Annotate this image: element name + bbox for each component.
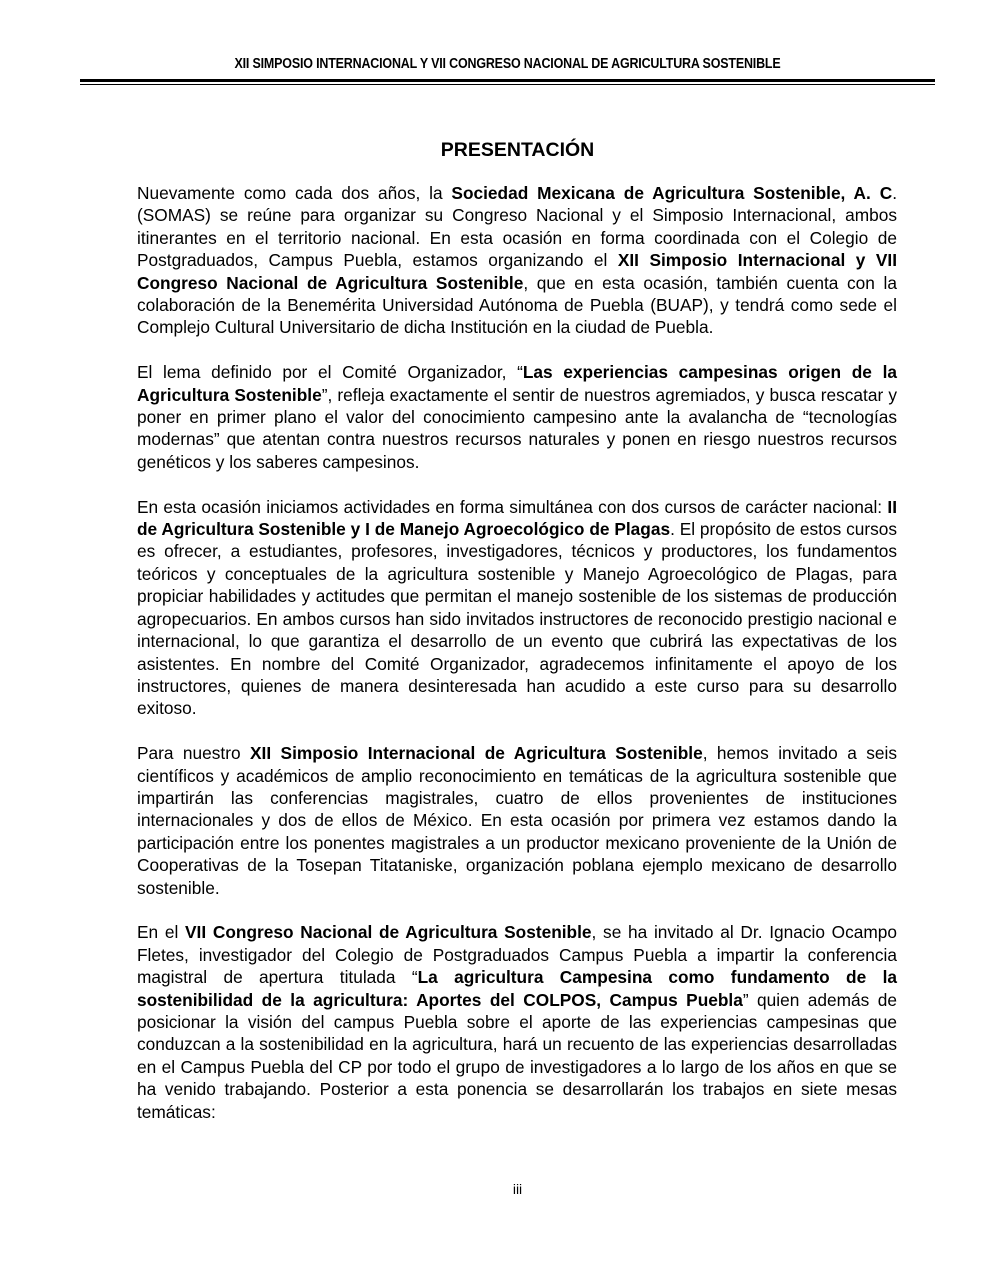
header-rule-thin bbox=[80, 84, 935, 85]
p1-bold-event: XII Simposio Internacional y VII Congreso Nacional de Agricultura Sostenible bbox=[137, 250, 897, 293]
paragraph-5 bbox=[137, 921, 897, 1123]
p1-text-e: , que en esta ocasión, también cuenta con la colaboración de la Benemérita Universidad Autónoma de Puebla (BUAP), y tendrá como sede el Complejo Cultural Universitario de dicha Institución en la ciudad de Puebla. bbox=[137, 272, 897, 338]
p1-text-c: . (SOMAS) se reúne para organizar su Congreso Nacional y el Simposio Internacional, ambos itinerantes en el territorio nacional. En esta ocasión en forma coordinada con el Colegio de Postgraduados, Campus Puebla, estamos organizando el bbox=[137, 183, 897, 271]
paragraph-4 bbox=[137, 742, 897, 899]
paragraph-3 bbox=[137, 496, 897, 720]
page-number: iii bbox=[512, 1181, 523, 1197]
p2-bold-motto: Las experiencias campesinas origen de la Agricultura Sostenible bbox=[137, 362, 897, 405]
document-body bbox=[137, 182, 897, 1145]
p1-bold-somas: Sociedad Mexicana de Agricultura Sostenible, A. C bbox=[451, 183, 893, 203]
p1-text-a: Nuevamente como cada dos años, la bbox=[137, 183, 452, 203]
p2-text-a: El lema definido por el Comité Organizador, “ bbox=[137, 362, 523, 383]
p3-text-c: . El propósito de estos cursos es ofrecer, a estudiantes, profesores, investigadores, técnicos y productores, los fundamentos teóricos y conceptuales de la agricultura sostenible y Manejo Agroecológico de Plagas, para propiciar habilidades y actitudes que permitan el manejo sostenible de los sistemas de producción agropecuarios. En ambos cursos han sido invitados instructores de reconocido prestigio nacional e internacional, lo que garantiza el desarrollo de un evento que cubrirá las expectativas de los asistentes. En nombre del Comité Organizador, agradecemos infinitamente el apoyo de los instructores, quienes de manera desinteresada han acudido a este curso para su desarrollo exitoso. bbox=[137, 519, 897, 719]
paragraph-2 bbox=[137, 361, 897, 473]
running-header: XII SIMPOSIO INTERNACIONAL Y VII CONGRESO NACIONAL DE AGRICULTURA SOSTENIBLE bbox=[234, 56, 781, 72]
p4-bold-symposium: XII Simposio Internacional de Agricultura Sostenible bbox=[250, 743, 703, 764]
header-rule-thick bbox=[80, 79, 935, 82]
p3-bold-courses: II de Agricultura Sostenible y I de Manejo Agroecológico de Plagas bbox=[137, 496, 897, 540]
p4-text-a: Para nuestro bbox=[137, 743, 250, 764]
section-title: PRESENTACIÓN bbox=[440, 139, 595, 161]
p5-bold-conference-title: La agricultura Campesina como fundamento de la sostenibilidad de la agricultura: Aportes del COLPOS, Campus Puebla bbox=[137, 967, 897, 1010]
p5-text-c: , se ha invitado al Dr. Ignacio Ocampo Fletes, investigador del Colegio de Postgraduados Campus Puebla a impartir la conferencia magistral de apertura titulada “ bbox=[137, 922, 897, 988]
p5-text-a: En el bbox=[137, 922, 186, 943]
p5-text-e: ” quien además de posicionar la visión del campus Puebla sobre el aporte de las experiencias campesinas que conduzcan a la sostenibilidad en la agricultura, hará un recuento de las experiencias desarrolladas en el Campus Puebla del CP por todo el grupo de investigadores a lo largo de los años en que se ha venido trabajando. Posterior a esta ponencia se desarrollarán los trabajos en siete mesas temáticas: bbox=[137, 989, 897, 1122]
p4-text-c: , hemos invitado a seis científicos y académicos de amplio reconocimiento en temáticas de la agricultura sostenible que impartirán las conferencias magistrales, cuatro de ellos provenientes de instituciones internacionales y dos de ellos de México. En esta ocasión por primera vez estamos dando la participación entre los ponentes magistrales a un productor mexicano proveniente de la Unión de Cooperativas de la Tosepan Titataniske, organización poblana ejemplo mexicano de desarrollo sostenible. bbox=[137, 743, 897, 898]
p2-text-c: ”, refleja exactamente el sentir de nuestros agremiados, y busca rescatar y poner en primer plano el valor del conocimiento campesino ante la avalancha de “tecnologías modernas” que atentan contra nuestros recursos naturales y ponen en riesgo nuestros recursos genéticos y los saberes campesinos. bbox=[137, 384, 897, 472]
p3-text-a: En esta ocasión iniciamos actividades en forma simultánea con dos cursos de carácter nacional: bbox=[137, 496, 888, 517]
p5-bold-congress: VII Congreso Nacional de Agricultura Sostenible bbox=[185, 922, 592, 943]
paragraph-1 bbox=[137, 182, 897, 339]
